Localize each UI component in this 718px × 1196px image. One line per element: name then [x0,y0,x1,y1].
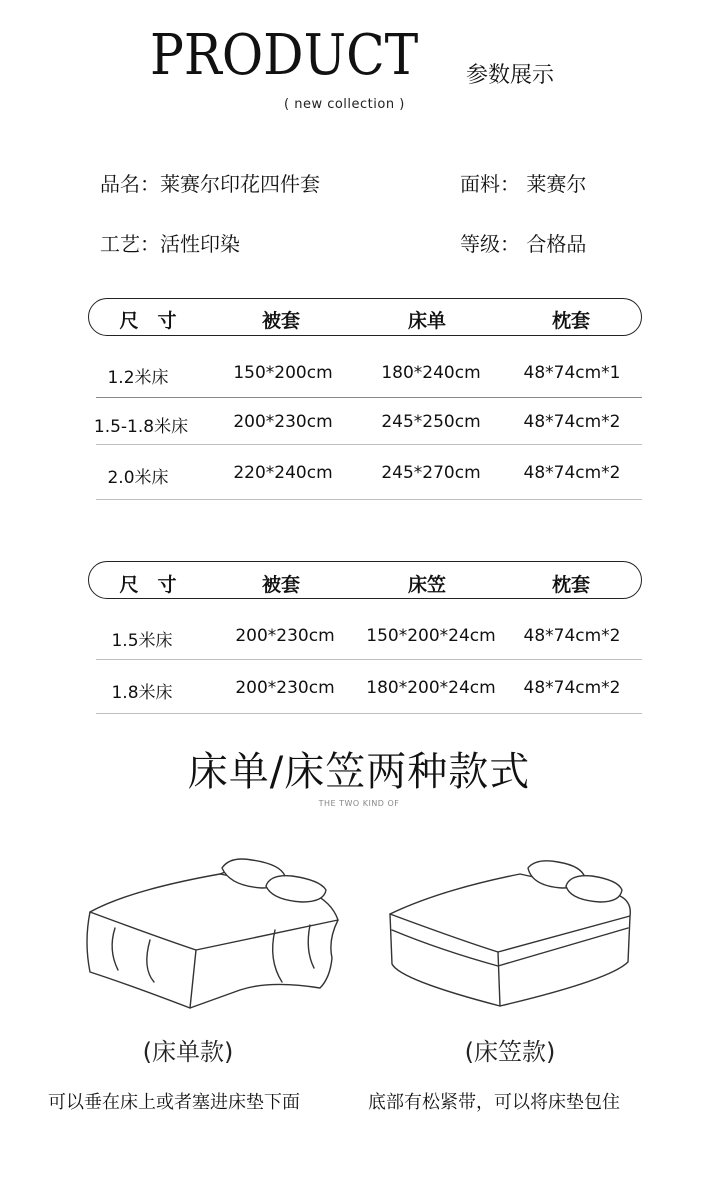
table-cell: 180*240cm [381,363,481,383]
table1-header-duvet: 被套 [261,310,300,332]
table-cell: 2.0米床 [107,468,169,488]
table-cell: 48*74cm*1 [523,363,621,383]
row-divider [96,659,642,660]
table-cell: 150*200*24cm [366,626,496,646]
table-cell: 200*230cm [233,412,333,432]
product-fabric: 面料： 莱赛尔 [460,172,587,196]
table2-header-size: 尺 寸 [119,574,177,596]
row-divider [96,499,642,500]
product-name: 品名：莱赛尔印花四件套 [100,172,320,196]
table-cell: 48*74cm*2 [523,626,621,646]
page-title: 参数展示 [466,63,555,88]
table-cell: 220*240cm [233,463,333,483]
table-cell: 150*200cm [233,363,333,383]
table-cell: 1.5-1.8米床 [93,417,189,437]
table-cell: 48*74cm*2 [523,463,621,483]
row-divider [96,397,642,398]
brand-subtitle: ( new collection ) [284,97,405,112]
row-divider [96,444,642,445]
brand-title: PRODUCT [150,23,419,88]
table-cell: 1.5米床 [111,631,173,651]
table-cell: 245*270cm [381,463,481,483]
table-cell: 48*74cm*2 [523,412,621,432]
table-cell: 48*74cm*2 [523,678,621,698]
table-cell: 1.2米床 [107,368,169,388]
flat-sheet-illustration [70,850,360,1020]
fitted-sheet-illustration [380,860,640,1020]
table-cell: 1.8米床 [111,683,173,703]
table-cell: 180*200*24cm [366,678,496,698]
styles-title: 床单/床笠两种款式 [187,749,531,795]
fitted-sheet-caption: (床笠款) [464,1038,556,1066]
table-cell: 245*250cm [381,412,481,432]
flat-sheet-description: 可以垂在床上或者塞进床垫下面 [48,1092,300,1113]
table1-header-sheet: 床单 [407,310,446,332]
table2-header-duvet: 被套 [261,574,300,596]
table2-header-fitted: 床笠 [407,574,446,596]
styles-tag: THE TWO KIND OF [318,799,400,808]
flat-sheet-caption: (床单款) [142,1038,234,1066]
row-divider [96,713,642,714]
product-grade: 等级： 合格品 [460,232,587,256]
product-craft: 工艺：活性印染 [100,232,240,256]
table-cell: 200*230cm [235,626,335,646]
table1-header-size: 尺 寸 [119,310,177,332]
fitted-sheet-description: 底部有松紧带，可以将床垫包住 [368,1092,620,1113]
table1-header-pillow: 枕套 [551,310,590,332]
table-cell: 200*230cm [235,678,335,698]
table2-header-pillow: 枕套 [551,574,590,596]
